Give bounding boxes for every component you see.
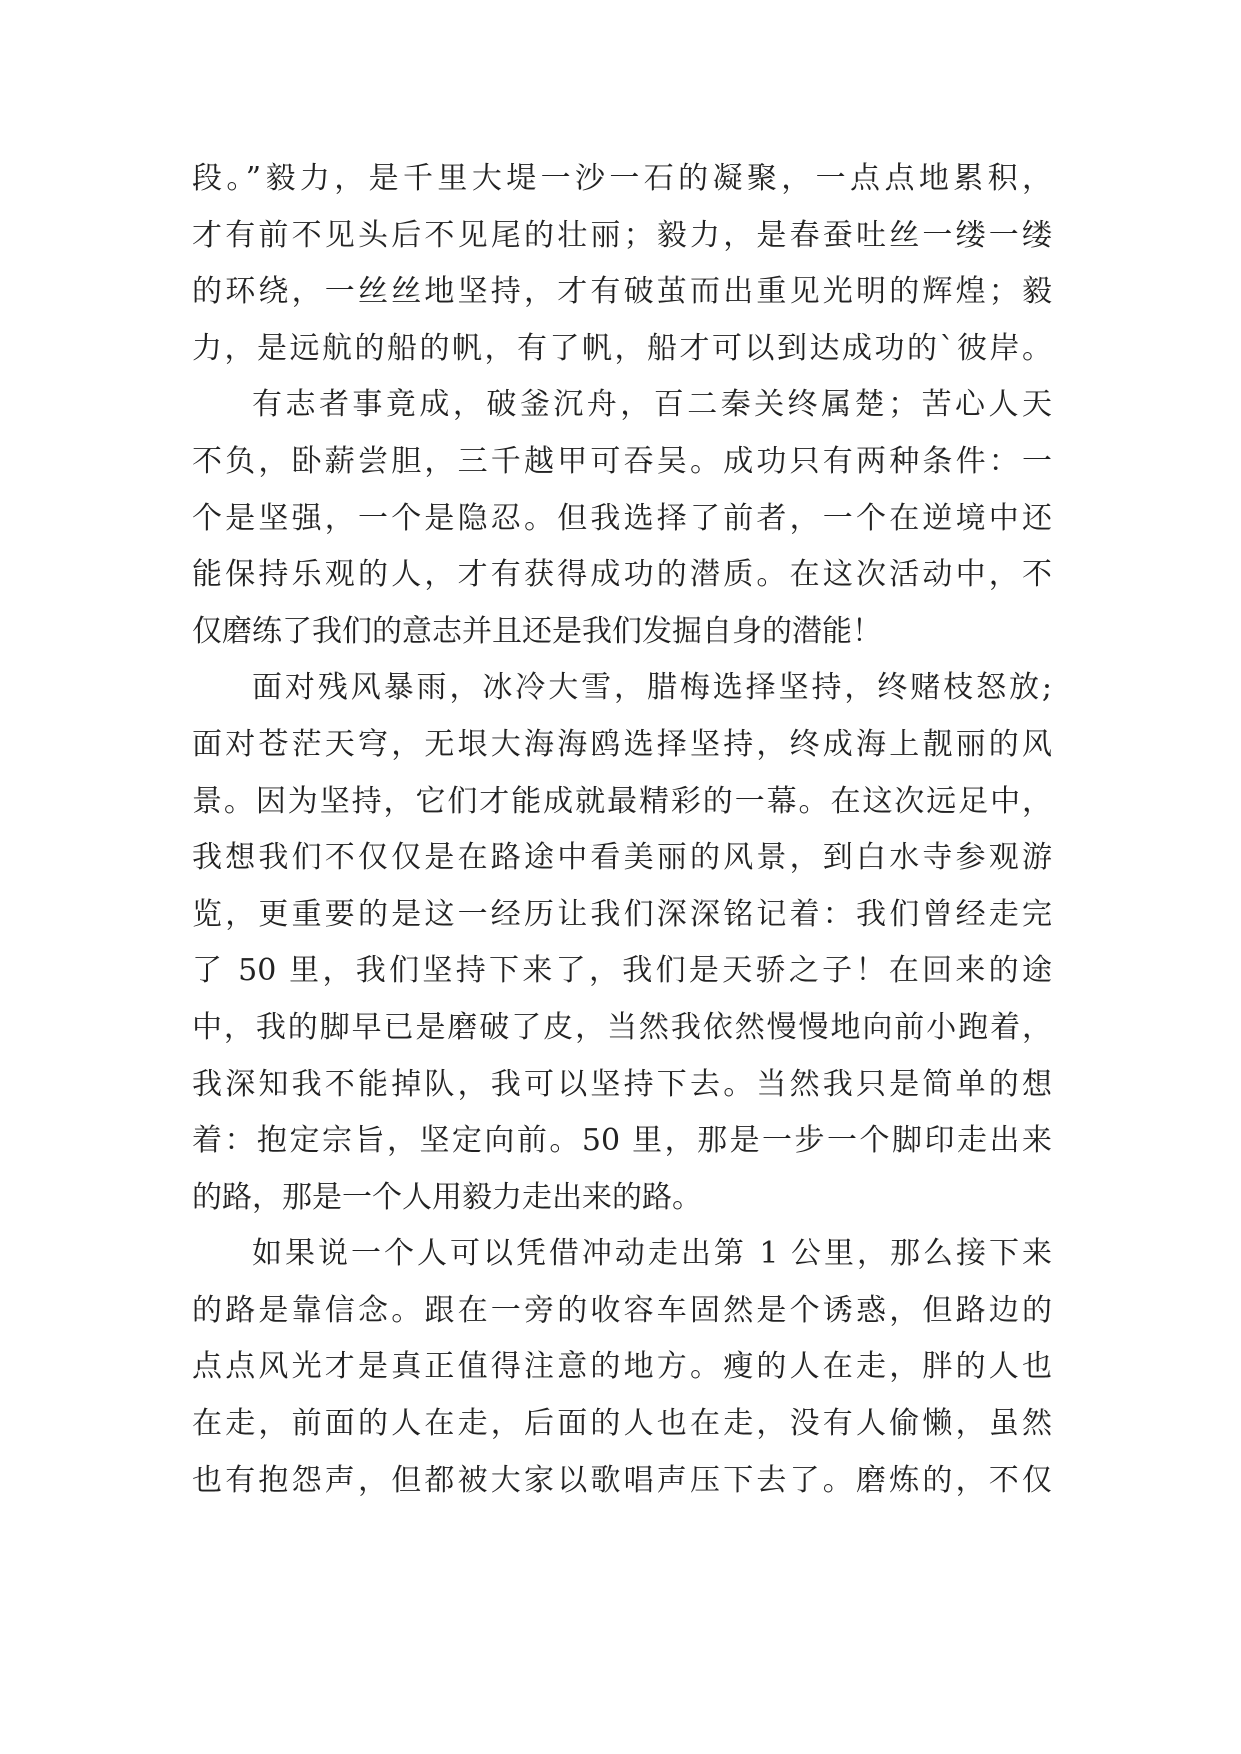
text-line: 不负，卧薪尝胆，三千越甲可吞吴。成功只有两种条件：一 xyxy=(192,443,1052,479)
text-line: 中，我的脚早已是磨破了皮，当然我依然慢慢地向前小跑着， xyxy=(192,1009,1052,1045)
text-line: 的环绕，一丝丝地坚持，才有破茧而出重见光明的辉煌；毅 xyxy=(192,274,1052,310)
body-text xyxy=(192,160,1052,1518)
text-line: 面对残风暴雨，冰冷大雪，腊梅选择坚持，终赌枝怒放; xyxy=(252,670,1052,706)
text-line: 在走，前面的人在走，后面的人也在走，没有人偷懒，虽然 xyxy=(192,1406,1052,1442)
text-line: 有志者事竟成，破釜沉舟，百二秦关终属楚；苦心人天 xyxy=(252,387,1052,423)
text-line: 了 50 里，我们坚持下来了，我们是天骄之子！在回来的途 xyxy=(192,953,1052,989)
text-line: 景。因为坚持，它们才能成就最精彩的一幕。在这次远足中， xyxy=(192,783,1052,819)
text-line: 如果说一个人可以凭借冲动走出第 1 公里，那么接下来 xyxy=(252,1236,1052,1272)
text-line: 的路是靠信念。跟在一旁的收容车固然是个诱惑，但路边的 xyxy=(192,1292,1052,1328)
text-line: 点点风光才是真正值得注意的地方。瘦的人在走，胖的人也 xyxy=(192,1349,1052,1385)
text-line: 也有抱怨声，但都被大家以歌唱声压下去了。磨炼的，不仅 xyxy=(192,1462,1052,1498)
text-line: 我想我们不仅仅是在路途中看美丽的风景，到白水寺参观游 xyxy=(192,840,1052,876)
text-line: 力，是远航的船的帆，有了帆，船才可以到达成功的`彼岸。 xyxy=(192,330,1052,366)
text-line: 个是坚强，一个是隐忍。但我选择了前者，一个在逆境中还 xyxy=(192,500,1052,536)
text-line: 着：抱定宗旨，坚定向前。50 里，那是一步一个脚印走出来 xyxy=(192,1123,1052,1159)
text-line: 览，更重要的是这一经历让我们深深铭记着：我们曾经走完 xyxy=(192,896,1052,932)
text-line: 才有前不见头后不见尾的壮丽；毅力，是春蚕吐丝一缕一缕 xyxy=(192,217,1052,253)
text-line: 仅磨练了我们的意志并且还是我们发掘自身的潜能！ xyxy=(192,613,882,649)
text-line: 的路，那是一个人用毅力走出来的路。 xyxy=(192,1179,702,1215)
text-line: 我深知我不能掉队，我可以坚持下去。当然我只是简单的想 xyxy=(192,1066,1052,1102)
text-line: 能保持乐观的人，才有获得成功的潜质。在这次活动中，不 xyxy=(192,557,1052,593)
text-line: 面对苍茫天穹，无垠大海海鸥选择坚持，终成海上靓丽的风 xyxy=(192,726,1052,762)
text-line: 段。”毅力，是千里大堤一沙一石的凝聚，一点点地累积， xyxy=(192,161,1052,196)
